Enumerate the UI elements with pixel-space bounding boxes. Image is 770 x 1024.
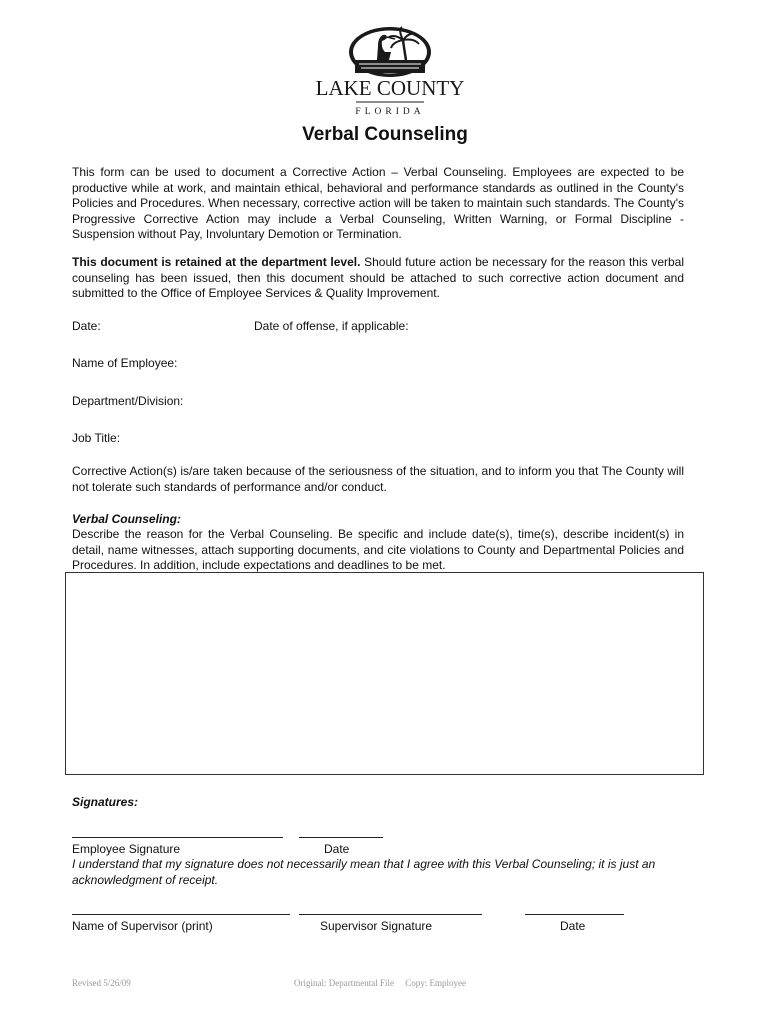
- retention-paragraph: [72, 255, 684, 302]
- job-title-label: Job Title:: [72, 431, 121, 445]
- logo-sub: FLORIDA: [355, 107, 425, 117]
- reason-text-box[interactable]: [65, 572, 704, 775]
- employee-date-label: Date: [324, 842, 350, 856]
- retention-notice: This document is retained at the department level.: [72, 255, 361, 269]
- supervisor-signature-label: Supervisor Signature: [320, 919, 433, 933]
- copy-distribution: Original: Departmental File Copy: Employee: [294, 978, 466, 988]
- page-title: Verbal Counseling: [302, 124, 468, 145]
- supervisor-name-label: Name of Supervisor (print): [72, 919, 213, 933]
- corrective-action-statement: Corrective Action(s) is/are taken because of the seriousness of the situation, and to inform you that The County will not tolerate such standards of performance and/or conduct.: [72, 464, 684, 494]
- retention-text: Should future action be necessary for the reason this verbal counseling has been issued, then this document should be attached to such corrective action document and submitted to the Office of Employee Services & Quality Improvement.: [72, 255, 684, 300]
- employee-signature-line[interactable]: [72, 837, 283, 838]
- acknowledgment-disclaimer: I understand that my signature does not necessarily mean that I agree with this Verbal Counseling; it is just an acknowledgment of receipt.: [72, 857, 656, 887]
- date-label: Date:: [72, 319, 101, 333]
- heron-palm-seal-icon: [303, 22, 477, 120]
- supervisor-name-line[interactable]: [72, 914, 290, 915]
- supervisor-signature-line[interactable]: [299, 914, 482, 915]
- employee-date-line[interactable]: [299, 837, 383, 838]
- intro-paragraph: This form can be used to document a Corrective Action – Verbal Counseling. Employees are expected to be productive while at work, and maintain ethical, behavioral and performance standards as outlined in the County's Policies and Procedures. When necessary, corrective action will be taken to maintain such standards. The County's Progressive Corrective Action may include a Verbal Counseling, Written Warning, or Formal Discipline - Suspension without Pay, Involuntary Demotion or Termination.: [72, 165, 684, 241]
- revision-date: Revised 5/26/09: [72, 978, 131, 988]
- verbal-counseling-instructions: Describe the reason for the Verbal Counseling. Be specific and include date(s), time(s), describe incident(s) in detail, name witnesses, attach supporting documents, and cite violations to County and Departmental Policies and Procedures. In addition, include expectations and deadlines to be met.: [72, 527, 684, 572]
- signatures-heading: Signatures:: [72, 795, 139, 809]
- verbal-counseling-heading: Verbal Counseling:: [72, 512, 181, 526]
- county-logo: [303, 22, 477, 120]
- employee-signature-label: Employee Signature: [72, 842, 181, 856]
- logo-name: LAKE COUNTY: [315, 76, 465, 100]
- employee-name-label: Name of Employee:: [72, 356, 178, 370]
- department-label: Department/Division:: [72, 394, 184, 408]
- date-of-offense-label: Date of offense, if applicable:: [254, 319, 409, 333]
- supervisor-date-line[interactable]: [525, 914, 624, 915]
- supervisor-date-label: Date: [560, 919, 586, 933]
